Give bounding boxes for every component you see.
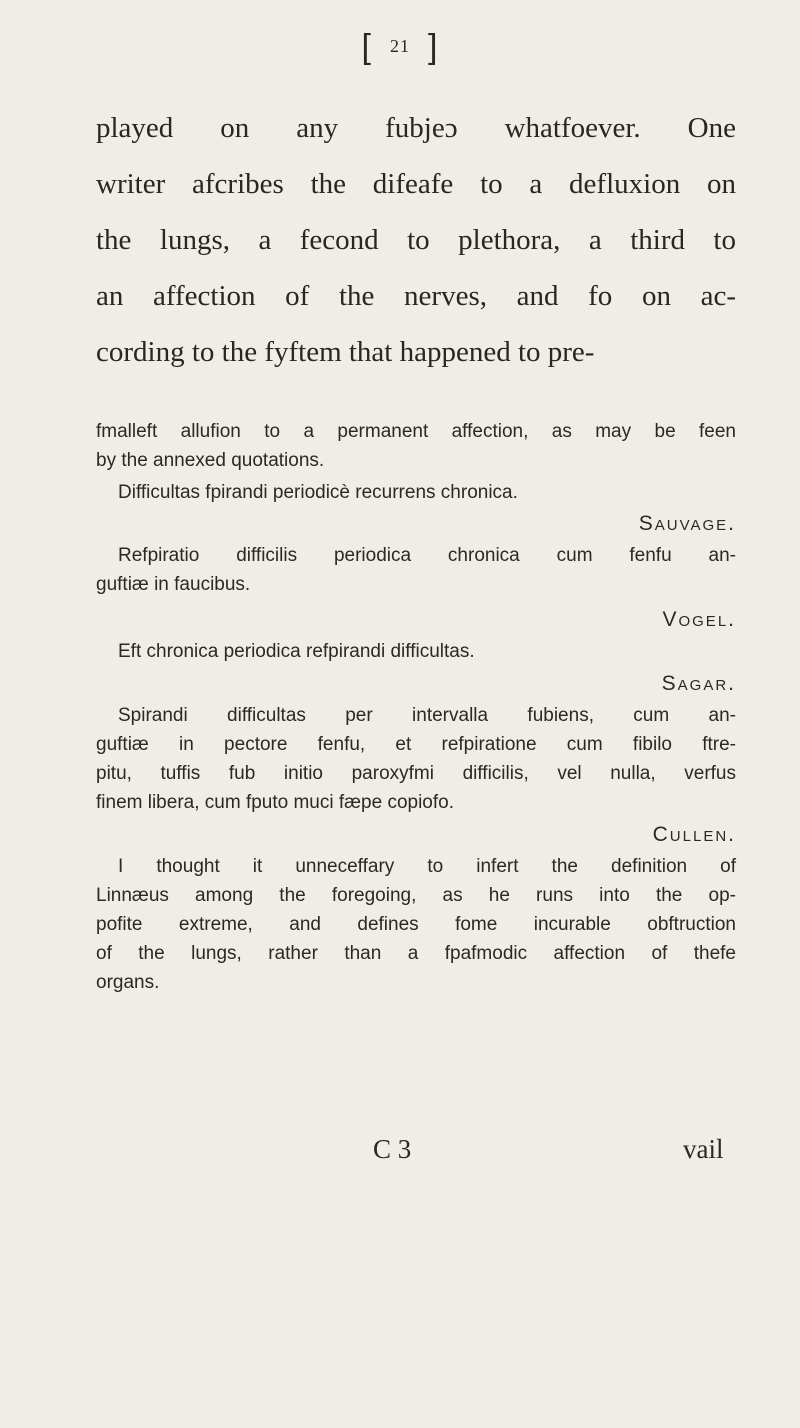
quote-author: Vogel. [662,608,736,631]
note-intro-line: fmalleft allufion to a permanent affection, as may be feen [96,421,736,442]
note-closing-line: Linnæus among the foregoing, as he runs into the op- [96,885,736,906]
quote-author: Sagar. [661,672,736,695]
page-number: 21 [390,36,410,56]
quote-line: Eft chronica periodica refpirandi difficultas. [118,641,475,662]
main-text-line: cording to the fyftem that happened to pre- [96,336,595,368]
page-header [0,28,800,67]
quote-line: Difficultas fpirandi periodicè recurrens chronica. [118,482,518,503]
note-closing-line: I thought it unneceffary to infert the definition of [118,856,736,877]
quote-line: finem libera, cum fputo muci fæpe copiofo. [96,792,455,813]
footnote [96,417,736,997]
signature-mark: C 3 [373,1134,412,1164]
main-text-line: writer afcribes the difeafe to a defluxion on [96,168,736,200]
main-text-line: the lungs, a fecond to plethora, a third to [96,224,736,256]
note-closing-line: pofite extreme, and defines fome incurable obftruction [96,914,736,935]
note-closing-line: of the lungs, rather than a fpafmodic affection of thefe [96,943,736,964]
catchword: vail [683,1134,724,1164]
main-text-line: played on any fubjeɔ whatfoever. One [96,112,736,144]
quote-line: Refpiratio difficilis periodica chronica cum fenfu an- [118,545,736,566]
header-close-bracket: ] [428,28,439,66]
quote-line: guftiæ in pectore fenfu, et refpiratione cum fibilo ftre- [96,734,736,755]
quote-author: Cullen. [652,823,736,846]
quote-author: Sauvage. [638,512,736,535]
note-closing-line: organs. [96,972,160,993]
quote-line: Spirandi difficultas per intervalla fubiens, cum an- [118,705,736,726]
note-intro-line: by the annexed quotations. [96,450,325,471]
header-open-bracket: [ [361,28,372,66]
main-text [96,100,736,380]
quote-line: pitu, tuffis fub initio paroxyfmi difficilis, vel nulla, verfus [96,763,736,784]
main-text-line: an affection of the nerves, and fo on ac- [96,280,736,312]
quote-line: guftiæ in faucibus. [96,574,251,595]
